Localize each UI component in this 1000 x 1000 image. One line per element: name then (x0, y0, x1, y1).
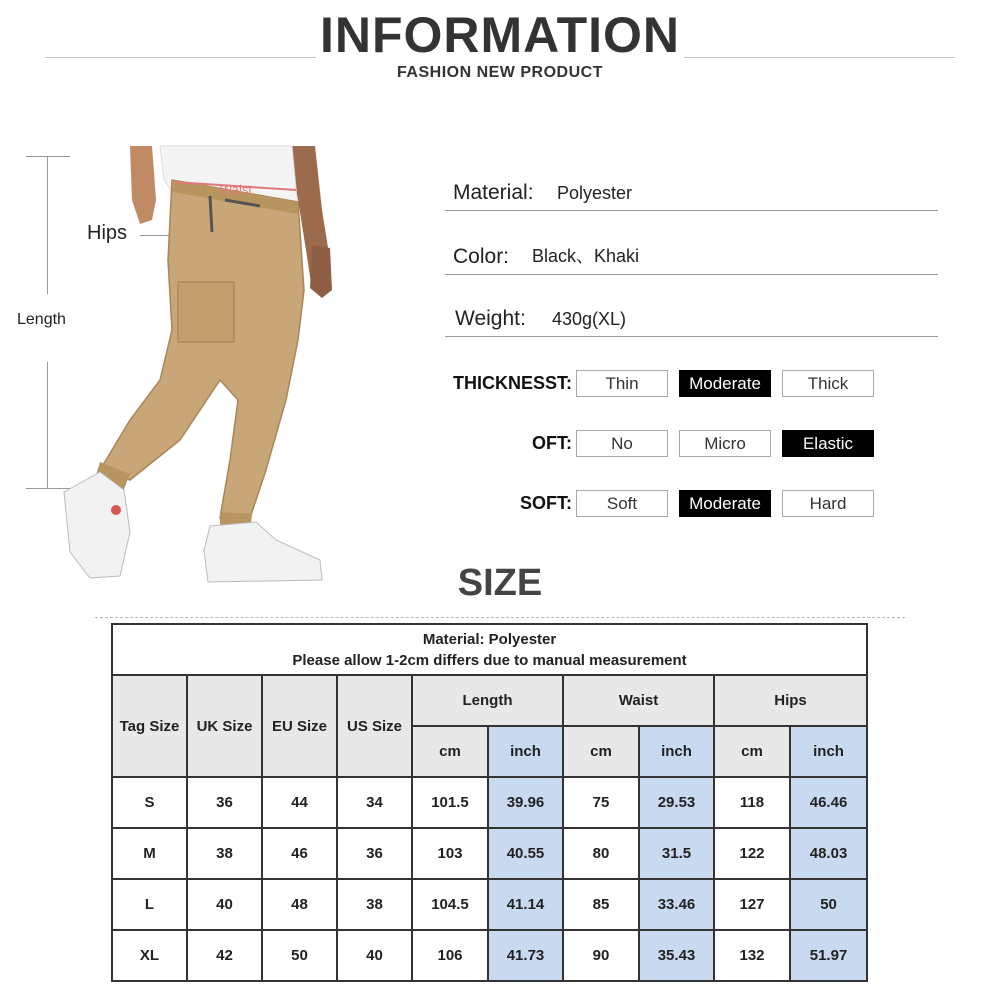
cell-hips-cm: 127 (714, 879, 790, 930)
cell-waist-in: 31.5 (639, 828, 714, 879)
info-row-material (445, 174, 938, 211)
table-note (112, 624, 867, 675)
size-table-body (112, 777, 867, 981)
left-arm (130, 146, 156, 224)
size-table (111, 623, 868, 982)
option-label-thickness: THICKNESST: (452, 373, 572, 393)
option-thickness-moderate: Moderate (679, 370, 771, 397)
page-title (0, 6, 1000, 64)
option-label-soft: SOFT: (520, 493, 572, 513)
cell-length-cm: 104.5 (412, 879, 488, 930)
cell-waist-cm: 80 (563, 828, 639, 879)
cell-uk: 40 (187, 879, 262, 930)
cell-waist-cm: 75 (563, 777, 639, 828)
cell-length-cm: 101.5 (412, 777, 488, 828)
cell-length-in: 40.55 (488, 828, 563, 879)
cell-uk: 42 (187, 930, 262, 981)
cell-length-cm: 106 (412, 930, 488, 981)
cell-hips-in: 51.97 (790, 930, 867, 981)
table-row (112, 828, 867, 879)
option-thickness-thin: Thin (576, 370, 668, 397)
header-length-inch: inch (488, 726, 563, 777)
header-hips-inch: inch (790, 726, 867, 777)
info-key-weight: Weight: (455, 307, 526, 330)
cell-hips-cm: 122 (714, 828, 790, 879)
length-guide-top (47, 156, 48, 294)
cell-us: 40 (337, 930, 412, 981)
cell-eu: 46 (262, 828, 337, 879)
header-waist-inch: inch (639, 726, 714, 777)
option-oft-elastic: Elastic (782, 430, 874, 457)
header-us-size: US Size (337, 675, 412, 777)
cell-uk: 36 (187, 777, 262, 828)
option-soft-hard: Hard (782, 490, 874, 517)
size-divider (95, 617, 905, 618)
table-row (112, 879, 867, 930)
cell-uk: 38 (187, 828, 262, 879)
length-guide-bottom (47, 362, 48, 488)
cell-waist-cm: 90 (563, 930, 639, 981)
option-soft-soft: Soft (576, 490, 668, 517)
table-note-material: Material: Polyester (422, 630, 557, 648)
cell-length-cm: 103 (412, 828, 488, 879)
header-uk-size: UK Size (187, 675, 262, 777)
header-tag-size: Tag Size (112, 675, 187, 777)
cell-waist-in: 35.43 (639, 930, 714, 981)
header-length: Length (412, 675, 563, 726)
pants-model-image (60, 140, 350, 585)
size-section-title: SIZE (457, 562, 543, 604)
info-row-weight (445, 300, 938, 337)
header-length-cm: cm (412, 726, 488, 777)
cell-us: 34 (337, 777, 412, 828)
cell-eu: 50 (262, 930, 337, 981)
cell-hips-cm: 132 (714, 930, 790, 981)
cell-length-in: 39.96 (488, 777, 563, 828)
cell-tag: M (112, 828, 187, 879)
cell-hips-in: 46.46 (790, 777, 867, 828)
cell-length-in: 41.73 (488, 930, 563, 981)
cell-waist-cm: 85 (563, 879, 639, 930)
cell-us: 38 (337, 879, 412, 930)
cell-hips-in: 50 (790, 879, 867, 930)
table-row (112, 930, 867, 981)
header-hips-cm: cm (714, 726, 790, 777)
info-key-color: Color: (453, 245, 510, 268)
khaki-pants (100, 180, 304, 518)
option-oft-no: No (576, 430, 668, 457)
table-row (112, 777, 867, 828)
info-val-weight: 430g(XL) (552, 309, 627, 329)
cell-tag: L (112, 879, 187, 930)
cargo-pocket (178, 282, 234, 342)
page-title-text: INFORMATION (316, 6, 684, 64)
info-key-material: Material: (453, 181, 534, 204)
info-val-material: Polyester (557, 183, 633, 203)
cell-waist-in: 29.53 (639, 777, 714, 828)
info-val-color: Black、Khaki (532, 246, 640, 266)
page-subtitle: FASHION NEW PRODUCT (397, 64, 603, 81)
cell-eu: 44 (262, 777, 337, 828)
cell-hips-in: 48.03 (790, 828, 867, 879)
hips-label: Hips (87, 222, 128, 244)
table-note-measurement: Please allow 1-2cm differs due to manual measurement (292, 651, 687, 669)
option-oft-micro: Micro (679, 430, 771, 457)
length-label: Length (17, 311, 66, 328)
cell-waist-in: 33.46 (639, 879, 714, 930)
header-eu-size: EU Size (262, 675, 337, 777)
cell-length-in: 41.14 (488, 879, 563, 930)
option-label-oft: OFT: (532, 433, 572, 453)
cell-tag: S (112, 777, 187, 828)
option-soft-moderate: Moderate (679, 490, 771, 517)
header-hips: Hips (714, 675, 867, 726)
info-row-color (445, 238, 938, 275)
option-thickness-thick: Thick (782, 370, 874, 397)
header-waist-cm: cm (563, 726, 639, 777)
cell-hips-cm: 118 (714, 777, 790, 828)
cell-eu: 48 (262, 879, 337, 930)
cell-tag: XL (112, 930, 187, 981)
cell-us: 36 (337, 828, 412, 879)
waist-label: Waist (220, 182, 253, 197)
header-waist: Waist (563, 675, 714, 726)
